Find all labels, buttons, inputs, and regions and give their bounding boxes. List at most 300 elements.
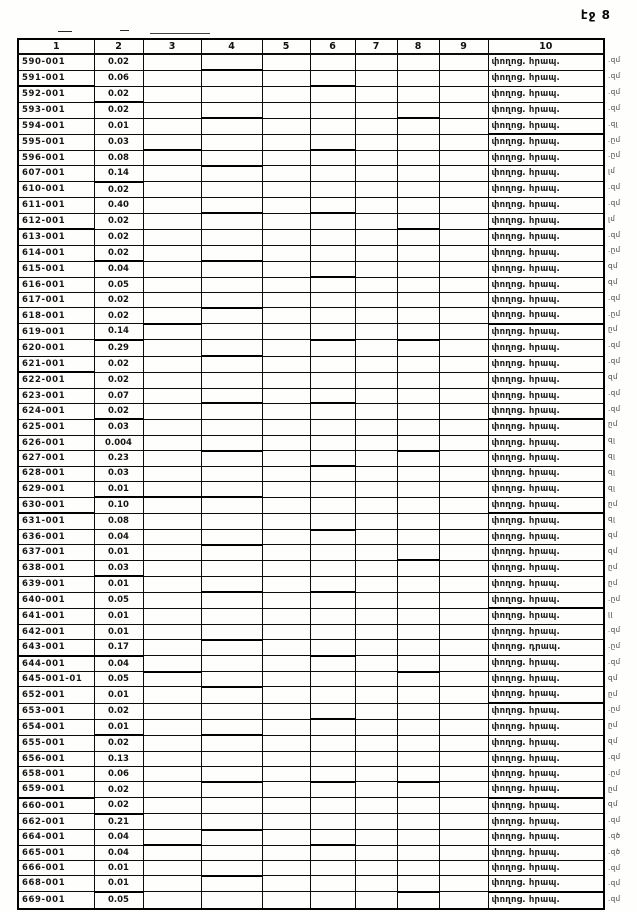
empty-cell bbox=[310, 497, 355, 513]
parcel-id-cell: 596-001 bbox=[18, 150, 94, 165]
empty-cell bbox=[355, 782, 397, 798]
empty-cell bbox=[439, 419, 488, 435]
empty-cell bbox=[397, 340, 439, 356]
empty-cell bbox=[262, 876, 310, 892]
land-use-cell: փողոց. հրապ. bbox=[488, 245, 604, 261]
empty-cell bbox=[355, 419, 397, 435]
empty-cell bbox=[310, 403, 355, 419]
empty-cell bbox=[397, 466, 439, 481]
empty-cell bbox=[201, 608, 262, 624]
empty-cell bbox=[439, 182, 488, 198]
area-value-cell: 0.02 bbox=[94, 703, 143, 719]
empty-cell bbox=[262, 751, 310, 766]
empty-cell bbox=[201, 719, 262, 735]
column-header-5: 5 bbox=[262, 39, 310, 54]
empty-cell bbox=[355, 102, 397, 118]
cutoff-text-fragment: զլ bbox=[608, 467, 616, 476]
area-value-cell: 0.05 bbox=[94, 592, 143, 608]
empty-cell bbox=[355, 245, 397, 261]
parcel-id-cell: 643-001 bbox=[18, 640, 94, 656]
land-use-cell: փողոց. հրապ. bbox=[488, 372, 604, 388]
area-value-cell: 0.08 bbox=[94, 150, 143, 165]
land-use-cell: փողոց. հրապ. bbox=[488, 308, 604, 324]
empty-cell bbox=[439, 403, 488, 419]
empty-cell bbox=[397, 229, 439, 245]
land-use-cell: փողոց. հրապ. bbox=[488, 229, 604, 245]
empty-cell bbox=[397, 245, 439, 261]
empty-cell bbox=[355, 213, 397, 229]
parcel-id-cell: 615-001 bbox=[18, 261, 94, 277]
land-use-cell: փողոց. հրապ. bbox=[488, 182, 604, 198]
empty-cell bbox=[262, 530, 310, 545]
parcel-id-cell: 595-001 bbox=[18, 134, 94, 150]
parcel-id-cell: 594-001 bbox=[18, 118, 94, 134]
parcel-id-cell: 593-001 bbox=[18, 102, 94, 118]
empty-cell bbox=[143, 166, 201, 182]
empty-cell bbox=[262, 54, 310, 70]
empty-cell bbox=[201, 703, 262, 719]
empty-cell bbox=[201, 388, 262, 403]
area-value-cell: 0.05 bbox=[94, 672, 143, 687]
empty-cell bbox=[143, 481, 201, 497]
empty-cell bbox=[355, 624, 397, 639]
empty-cell bbox=[143, 324, 201, 340]
cutoff-text-fragment: .զմ bbox=[608, 863, 621, 872]
area-value-cell: 0.04 bbox=[94, 261, 143, 277]
empty-cell bbox=[397, 545, 439, 560]
land-use-cell: փողոց. հրապ. bbox=[488, 656, 604, 672]
empty-cell bbox=[143, 656, 201, 672]
empty-cell bbox=[355, 134, 397, 150]
empty-cell bbox=[397, 719, 439, 735]
land-use-cell: փողոց. հրապ. bbox=[488, 70, 604, 86]
empty-cell bbox=[439, 560, 488, 576]
empty-cell bbox=[439, 530, 488, 545]
empty-cell bbox=[143, 735, 201, 751]
land-use-cell: փողոց. հրապ. bbox=[488, 86, 604, 102]
table-row bbox=[18, 419, 604, 435]
parcel-id-cell: 624-001 bbox=[18, 403, 94, 419]
empty-cell bbox=[310, 293, 355, 308]
parcel-id-cell: 590-001 bbox=[18, 54, 94, 70]
cutoff-text-fragment: լլ bbox=[608, 610, 613, 619]
empty-cell bbox=[262, 766, 310, 781]
empty-cell bbox=[397, 118, 439, 134]
land-use-cell: փողոց. հրապ. bbox=[488, 324, 604, 340]
empty-cell bbox=[143, 672, 201, 687]
empty-cell bbox=[439, 876, 488, 892]
parcel-id-cell: 642-001 bbox=[18, 624, 94, 639]
cutoff-text-fragment: .ըմ bbox=[608, 642, 621, 651]
empty-cell bbox=[310, 324, 355, 340]
empty-cell bbox=[262, 388, 310, 403]
empty-cell bbox=[143, 798, 201, 814]
land-use-cell: փողոց. հրապ. bbox=[488, 466, 604, 481]
empty-cell bbox=[143, 513, 201, 529]
cutoff-text-fragment: լմ bbox=[608, 167, 616, 176]
table-row bbox=[18, 782, 604, 798]
parcel-id-cell: 627-001 bbox=[18, 451, 94, 466]
empty-cell bbox=[355, 513, 397, 529]
land-use-cell: փողոց. հրապ. bbox=[488, 293, 604, 308]
empty-cell bbox=[439, 860, 488, 875]
cutoff-text-fragment: .ըմ bbox=[608, 135, 621, 144]
parcel-id-cell: 613-001 bbox=[18, 229, 94, 245]
empty-cell bbox=[439, 150, 488, 165]
cutoff-text-fragment: .զմ bbox=[608, 72, 621, 81]
land-use-cell: փողոց. հրապ. bbox=[488, 403, 604, 419]
land-use-cell: փողոց. հրապ. bbox=[488, 497, 604, 513]
parcel-id-cell: 658-001 bbox=[18, 766, 94, 781]
empty-cell bbox=[355, 530, 397, 545]
cutoff-text-fragment: .զմ bbox=[608, 357, 621, 366]
table-row bbox=[18, 624, 604, 639]
area-value-cell: 0.03 bbox=[94, 419, 143, 435]
empty-cell bbox=[397, 419, 439, 435]
empty-cell bbox=[201, 372, 262, 388]
empty-cell bbox=[397, 860, 439, 875]
cutoff-text-fragment: զմ bbox=[608, 673, 618, 682]
land-use-cell: փողոց. հրապ. bbox=[488, 845, 604, 860]
empty-cell bbox=[310, 466, 355, 481]
cutoff-text-fragment: .զմ bbox=[608, 657, 621, 666]
empty-cell bbox=[397, 876, 439, 892]
parcel-id-cell: 607-001 bbox=[18, 166, 94, 182]
empty-cell bbox=[262, 703, 310, 719]
empty-cell bbox=[310, 118, 355, 134]
empty-cell bbox=[355, 261, 397, 277]
empty-cell bbox=[439, 845, 488, 860]
cutoff-text-fragment: ըմ bbox=[608, 499, 618, 508]
empty-cell bbox=[397, 308, 439, 324]
area-value-cell: 0.07 bbox=[94, 388, 143, 403]
empty-cell bbox=[201, 530, 262, 545]
empty-cell bbox=[439, 466, 488, 481]
table-row bbox=[18, 182, 604, 198]
empty-cell bbox=[439, 261, 488, 277]
empty-cell bbox=[262, 436, 310, 451]
scan-noise-mark bbox=[150, 33, 210, 34]
table-row bbox=[18, 261, 604, 277]
empty-cell bbox=[439, 751, 488, 766]
empty-cell bbox=[143, 182, 201, 198]
land-use-cell: փողոց. հրապ. bbox=[488, 388, 604, 403]
empty-cell bbox=[397, 86, 439, 102]
area-value-cell: 0.01 bbox=[94, 118, 143, 134]
empty-cell bbox=[439, 656, 488, 672]
empty-cell bbox=[143, 845, 201, 860]
empty-cell bbox=[355, 545, 397, 560]
empty-cell bbox=[397, 182, 439, 198]
table-row bbox=[18, 213, 604, 229]
empty-cell bbox=[143, 892, 201, 909]
table-row bbox=[18, 876, 604, 892]
area-value-cell: 0.23 bbox=[94, 451, 143, 466]
parcel-id-cell: 620-001 bbox=[18, 340, 94, 356]
empty-cell bbox=[201, 403, 262, 419]
empty-cell bbox=[143, 388, 201, 403]
empty-cell bbox=[355, 54, 397, 70]
empty-cell bbox=[355, 656, 397, 672]
land-use-cell: փողոց. հրապ. bbox=[488, 545, 604, 560]
parcel-id-cell: 659-001 bbox=[18, 782, 94, 798]
table-row bbox=[18, 388, 604, 403]
empty-cell bbox=[201, 150, 262, 165]
empty-cell bbox=[262, 497, 310, 513]
area-value-cell: 0.04 bbox=[94, 830, 143, 845]
land-use-cell: փողոց. հրապ. bbox=[488, 54, 604, 70]
empty-cell bbox=[262, 814, 310, 830]
area-value-cell: 0.02 bbox=[94, 229, 143, 245]
empty-cell bbox=[439, 198, 488, 213]
table-row bbox=[18, 530, 604, 545]
table-row bbox=[18, 403, 604, 419]
area-value-cell: 0.02 bbox=[94, 182, 143, 198]
empty-cell bbox=[439, 640, 488, 656]
area-value-cell: 0.02 bbox=[94, 403, 143, 419]
empty-cell bbox=[439, 86, 488, 102]
parcel-id-cell: 625-001 bbox=[18, 419, 94, 435]
table-row bbox=[18, 735, 604, 751]
empty-cell bbox=[355, 830, 397, 845]
empty-cell bbox=[310, 608, 355, 624]
empty-cell bbox=[201, 229, 262, 245]
parcel-id-cell: 638-001 bbox=[18, 560, 94, 576]
empty-cell bbox=[201, 656, 262, 672]
empty-cell bbox=[262, 70, 310, 86]
empty-cell bbox=[143, 830, 201, 845]
parcel-id-cell: 592-001 bbox=[18, 86, 94, 102]
area-value-cell: 0.02 bbox=[94, 798, 143, 814]
land-use-cell: փողոց. հրապ. bbox=[488, 261, 604, 277]
cutoff-text-fragment: .զմ bbox=[608, 183, 621, 192]
table-row bbox=[18, 656, 604, 672]
land-use-cell: փողոց. հրապ. bbox=[488, 166, 604, 182]
parcel-id-cell: 668-001 bbox=[18, 876, 94, 892]
area-value-cell: 0.02 bbox=[94, 308, 143, 324]
empty-cell bbox=[143, 54, 201, 70]
table-row bbox=[18, 703, 604, 719]
empty-cell bbox=[201, 166, 262, 182]
empty-cell bbox=[310, 245, 355, 261]
empty-cell bbox=[397, 451, 439, 466]
land-use-cell: փողոց. հրապ. bbox=[488, 134, 604, 150]
page-edge-cutoff-text bbox=[608, 53, 636, 908]
parcel-id-cell: 655-001 bbox=[18, 735, 94, 751]
area-value-cell: 0.04 bbox=[94, 845, 143, 860]
empty-cell bbox=[310, 814, 355, 830]
land-use-cell: փողոց. հրապ. bbox=[488, 814, 604, 830]
cutoff-text-fragment: .զմ bbox=[608, 341, 621, 350]
empty-cell bbox=[262, 229, 310, 245]
land-use-cell: փողոց. հրապ. bbox=[488, 277, 604, 292]
empty-cell bbox=[143, 150, 201, 165]
table-row bbox=[18, 70, 604, 86]
empty-cell bbox=[310, 213, 355, 229]
land-use-cell: փողոց. հրապ. bbox=[488, 735, 604, 751]
table-row bbox=[18, 134, 604, 150]
empty-cell bbox=[355, 229, 397, 245]
empty-cell bbox=[201, 340, 262, 356]
land-use-cell: փողոց. հրապ. bbox=[488, 560, 604, 576]
table-row bbox=[18, 340, 604, 356]
empty-cell bbox=[397, 766, 439, 781]
empty-cell bbox=[143, 530, 201, 545]
table-row bbox=[18, 308, 604, 324]
empty-cell bbox=[201, 293, 262, 308]
empty-cell bbox=[262, 592, 310, 608]
empty-cell bbox=[201, 814, 262, 830]
empty-cell bbox=[262, 672, 310, 687]
empty-cell bbox=[355, 481, 397, 497]
parcel-id-cell: 622-001 bbox=[18, 372, 94, 388]
land-use-cell: փողոց. հրապ. bbox=[488, 419, 604, 435]
empty-cell bbox=[397, 592, 439, 608]
table-row bbox=[18, 640, 604, 656]
area-value-cell: 0.01 bbox=[94, 687, 143, 703]
empty-cell bbox=[201, 576, 262, 592]
area-value-cell: 0.08 bbox=[94, 513, 143, 529]
cutoff-text-fragment: .զծ bbox=[608, 831, 621, 840]
empty-cell bbox=[397, 830, 439, 845]
empty-cell bbox=[143, 766, 201, 781]
empty-cell bbox=[397, 735, 439, 751]
empty-cell bbox=[262, 150, 310, 165]
area-value-cell: 0.02 bbox=[94, 356, 143, 372]
area-value-cell: 0.03 bbox=[94, 134, 143, 150]
parcel-id-cell: 653-001 bbox=[18, 703, 94, 719]
empty-cell bbox=[262, 308, 310, 324]
cutoff-text-fragment: .ըմ bbox=[608, 768, 621, 777]
area-value-cell: 0.01 bbox=[94, 576, 143, 592]
empty-cell bbox=[439, 245, 488, 261]
empty-cell bbox=[143, 719, 201, 735]
empty-cell bbox=[310, 277, 355, 292]
empty-cell bbox=[355, 388, 397, 403]
empty-cell bbox=[201, 545, 262, 560]
empty-cell bbox=[397, 324, 439, 340]
table-row bbox=[18, 830, 604, 845]
land-use-cell: փողոց. հրապ. bbox=[488, 102, 604, 118]
table-row bbox=[18, 277, 604, 292]
land-use-cell: փողոց. հրապ. bbox=[488, 782, 604, 798]
empty-cell bbox=[439, 481, 488, 497]
area-value-cell: 0.10 bbox=[94, 497, 143, 513]
cutoff-text-fragment: .զմ bbox=[608, 88, 621, 97]
table-row bbox=[18, 436, 604, 451]
empty-cell bbox=[143, 876, 201, 892]
empty-cell bbox=[143, 451, 201, 466]
area-value-cell: 0.14 bbox=[94, 166, 143, 182]
area-value-cell: 0.14 bbox=[94, 324, 143, 340]
empty-cell bbox=[355, 308, 397, 324]
empty-cell bbox=[201, 481, 262, 497]
empty-cell bbox=[143, 308, 201, 324]
empty-cell bbox=[439, 102, 488, 118]
empty-cell bbox=[143, 340, 201, 356]
empty-cell bbox=[143, 576, 201, 592]
column-header-4: 4 bbox=[201, 39, 262, 54]
empty-cell bbox=[143, 640, 201, 656]
empty-cell bbox=[143, 229, 201, 245]
land-use-cell: փողոց. հրապ. bbox=[488, 118, 604, 134]
table-row bbox=[18, 608, 604, 624]
empty-cell bbox=[355, 324, 397, 340]
area-value-cell: 0.06 bbox=[94, 70, 143, 86]
empty-cell bbox=[143, 403, 201, 419]
empty-cell bbox=[355, 150, 397, 165]
empty-cell bbox=[262, 261, 310, 277]
land-use-cell: փողոց. հրապ. bbox=[488, 608, 604, 624]
empty-cell bbox=[355, 356, 397, 372]
land-use-cell: փողոց. դրապ. bbox=[488, 640, 604, 656]
empty-cell bbox=[143, 782, 201, 798]
empty-cell bbox=[201, 892, 262, 909]
table-row bbox=[18, 451, 604, 466]
empty-cell bbox=[397, 54, 439, 70]
empty-cell bbox=[397, 624, 439, 639]
column-header-7: 7 bbox=[355, 39, 397, 54]
empty-cell bbox=[143, 860, 201, 875]
empty-cell bbox=[201, 860, 262, 875]
empty-cell bbox=[201, 735, 262, 751]
empty-cell bbox=[262, 845, 310, 860]
cutoff-text-fragment: զմ bbox=[608, 278, 618, 286]
parcel-id-cell: 612-001 bbox=[18, 213, 94, 229]
cutoff-text-fragment: .զմ bbox=[608, 103, 621, 112]
area-value-cell: 0.02 bbox=[94, 86, 143, 102]
empty-cell bbox=[355, 86, 397, 102]
empty-cell bbox=[310, 860, 355, 875]
empty-cell bbox=[143, 751, 201, 766]
empty-cell bbox=[201, 592, 262, 608]
cutoff-text-fragment: զլ bbox=[608, 436, 616, 445]
parcel-id-cell: 630-001 bbox=[18, 497, 94, 513]
empty-cell bbox=[439, 798, 488, 814]
empty-cell bbox=[262, 245, 310, 261]
empty-cell bbox=[355, 166, 397, 182]
empty-cell bbox=[201, 560, 262, 576]
cutoff-text-fragment: .զմ bbox=[608, 293, 621, 302]
empty-cell bbox=[397, 687, 439, 703]
empty-cell bbox=[310, 419, 355, 435]
empty-cell bbox=[355, 735, 397, 751]
table-row bbox=[18, 497, 604, 513]
empty-cell bbox=[310, 830, 355, 845]
empty-cell bbox=[439, 830, 488, 845]
empty-cell bbox=[201, 436, 262, 451]
empty-cell bbox=[310, 735, 355, 751]
empty-cell bbox=[439, 719, 488, 735]
parcel-id-cell: 631-001 bbox=[18, 513, 94, 529]
land-use-cell: փողոց. հրապ. bbox=[488, 687, 604, 703]
empty-cell bbox=[439, 545, 488, 560]
empty-cell bbox=[439, 624, 488, 639]
empty-cell bbox=[439, 356, 488, 372]
empty-cell bbox=[262, 213, 310, 229]
cutoff-text-fragment: զմ bbox=[608, 800, 618, 809]
empty-cell bbox=[310, 798, 355, 814]
empty-cell bbox=[201, 845, 262, 860]
table-row bbox=[18, 86, 604, 102]
empty-cell bbox=[310, 530, 355, 545]
parcel-id-cell: 591-001 bbox=[18, 70, 94, 86]
empty-cell bbox=[143, 814, 201, 830]
parcel-id-cell: 641-001 bbox=[18, 608, 94, 624]
empty-cell bbox=[439, 735, 488, 751]
empty-cell bbox=[355, 372, 397, 388]
parcel-id-cell: 669-001 bbox=[18, 892, 94, 909]
